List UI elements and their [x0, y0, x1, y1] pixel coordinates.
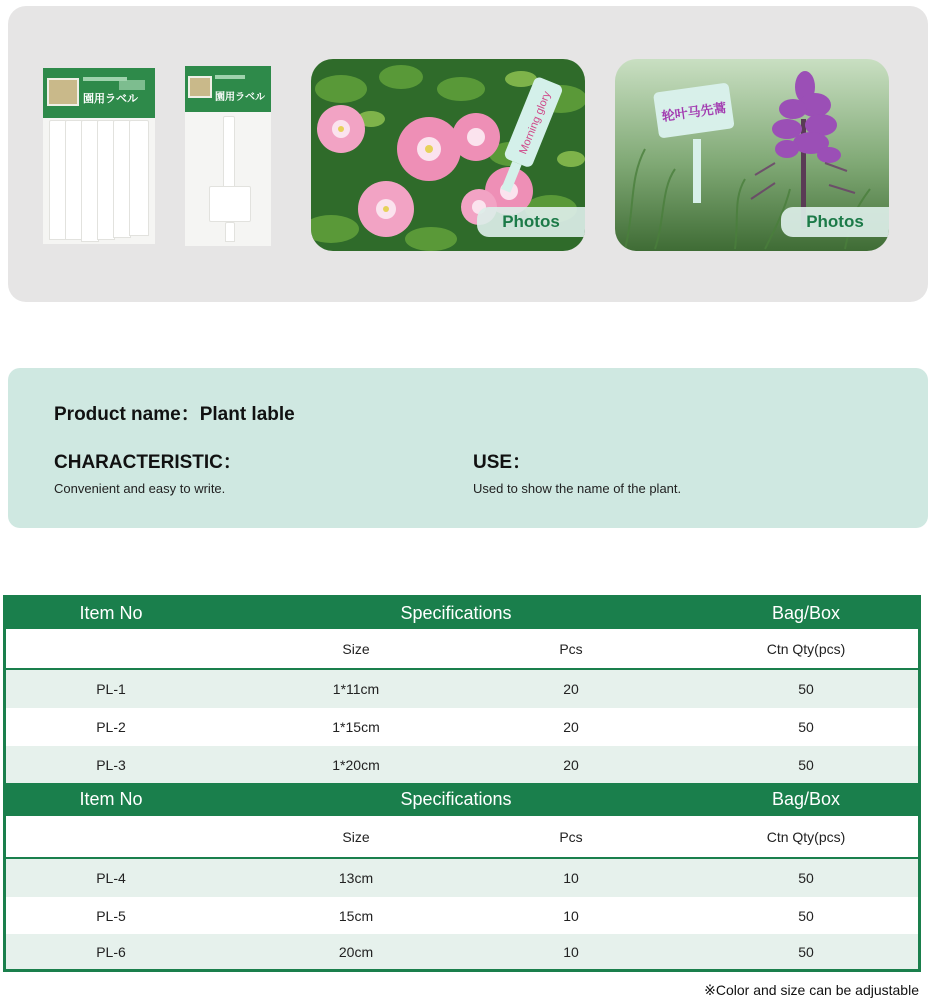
item-no: PL-3 [96, 756, 126, 773]
package-photo-thumbnail [47, 78, 79, 106]
item-no: PL-1 [96, 681, 126, 697]
specification-table [3, 595, 921, 972]
pcs: 20 [563, 681, 579, 697]
size: 15cm [338, 907, 374, 924]
label-stick [129, 120, 149, 236]
subheader-ctn-qty: Ctn Qty(pcs) [766, 828, 846, 845]
subheader-size: Size [342, 828, 370, 845]
package-header [43, 68, 155, 118]
ctn-qty: 50 [798, 943, 814, 960]
package-brand-strip [215, 75, 245, 79]
header-bag-box: Bag/Box [771, 603, 841, 623]
photos-badge: Photos [477, 207, 585, 237]
package-title: 園用ラベル [215, 92, 265, 103]
t-label-head [209, 186, 251, 222]
item-no: PL-6 [96, 943, 126, 960]
table-subheader [6, 629, 918, 670]
table-row [6, 670, 918, 708]
ctn-qty: 50 [798, 907, 814, 924]
product-gallery [8, 6, 928, 302]
header-item-no: Item No [79, 789, 143, 809]
lousewort-photo [615, 59, 889, 251]
adjustable-note: ※Color and size can be adjustable [704, 982, 919, 998]
use-text: Used to show the name of the plant. [473, 481, 682, 496]
morning-glory-photo [311, 59, 585, 251]
size: 1*11cm [332, 681, 380, 697]
product-info-panel [8, 368, 928, 528]
size: 1*15cm [332, 719, 380, 735]
photos-badge: Photos [781, 207, 889, 237]
size: 20cm [338, 943, 374, 960]
subheader-size: Size [342, 640, 370, 657]
ctn-qty: 50 [798, 756, 814, 773]
morning-glory-tag-text: Morning glory [517, 89, 554, 157]
package-stick-labels-image [43, 68, 155, 244]
pcs: 10 [563, 870, 579, 886]
package-photo-thumbnail [188, 76, 212, 98]
pcs: 10 [563, 907, 579, 924]
table-row [6, 934, 918, 969]
use-heading: USE： [473, 452, 532, 473]
item-no: PL-5 [96, 907, 126, 924]
header-item-no: Item No [79, 603, 143, 623]
pcs: 10 [563, 943, 579, 960]
pcs: 20 [563, 756, 579, 773]
ctn-qty: 50 [798, 870, 814, 886]
subheader-pcs: Pcs [559, 640, 583, 657]
package-small-print [119, 80, 145, 90]
item-no: PL-2 [96, 719, 126, 735]
subheader-ctn-qty: Ctn Qty(pcs) [766, 640, 846, 657]
table-row [6, 859, 918, 897]
table-row [6, 746, 918, 783]
table-header-band [6, 598, 918, 629]
pcs: 20 [563, 719, 579, 735]
package-header [185, 66, 271, 112]
subheader-pcs: Pcs [559, 828, 583, 845]
package-title: 園用ラベル [83, 92, 138, 105]
characteristic-text: Convenient and easy to write. [54, 481, 226, 496]
header-bag-box: Bag/Box [771, 789, 841, 809]
product-name: Product name：Plant lable [54, 404, 295, 425]
header-specifications: Specifications [400, 603, 512, 623]
header-specifications: Specifications [400, 789, 512, 809]
table-subheader [6, 816, 918, 859]
table-row [6, 708, 918, 746]
ctn-qty: 50 [798, 681, 814, 697]
package-t-labels-image [185, 66, 271, 246]
ctn-qty: 50 [798, 719, 814, 735]
label-stick [225, 222, 235, 242]
size: 1*20cm [332, 756, 380, 773]
lousewort-tag-text: 轮叶马先蒿 [660, 101, 728, 125]
item-no: PL-4 [96, 870, 126, 886]
table-header-band [6, 783, 918, 816]
size: 13cm [338, 870, 374, 886]
characteristic-heading: CHARACTERISTIC： [54, 452, 242, 473]
table-row [6, 897, 918, 934]
